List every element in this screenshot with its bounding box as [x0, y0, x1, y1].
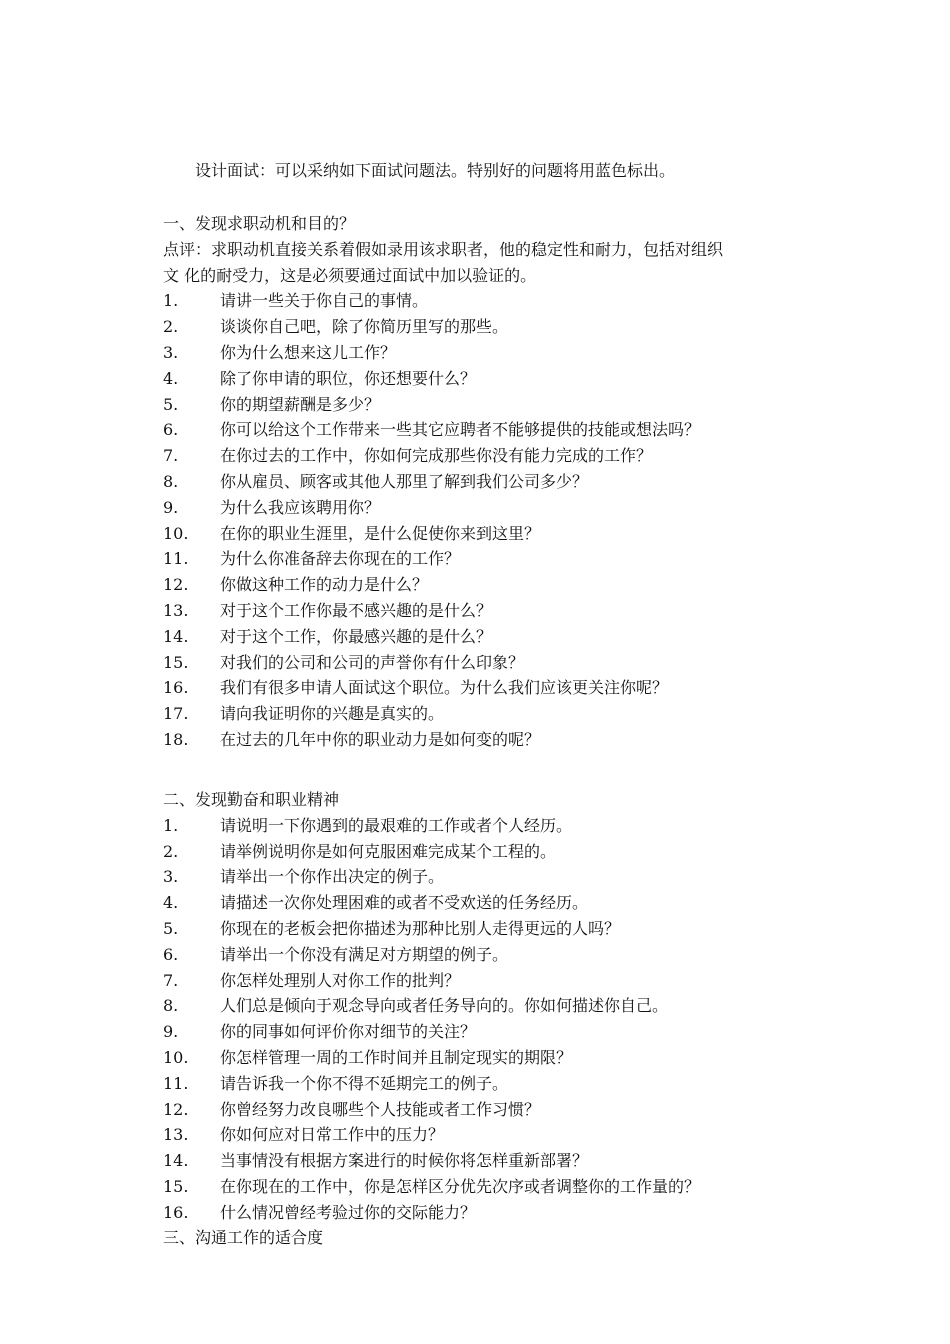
question-item [163, 340, 843, 366]
question-item [163, 890, 843, 916]
section-title: 二、发现勤奋和职业精神 [163, 790, 340, 809]
question-number: 8. [163, 471, 179, 491]
question-number: 18. [163, 729, 189, 749]
question-list [163, 813, 843, 1226]
question-text: 对于这个工作，你最感兴趣的是什么？ [220, 626, 493, 646]
question-text: 请举出一个你作出决定的例子。 [220, 867, 445, 887]
question-item [163, 675, 843, 701]
question-number: 1. [163, 291, 179, 311]
question-number: 9. [163, 1022, 179, 1042]
question-text: 为什么你准备辞去你现在的工作？ [220, 549, 461, 569]
question-item [163, 650, 843, 676]
question-number: 4. [163, 893, 179, 913]
section-motivation [163, 211, 843, 753]
question-text: 请描述一次你处理困难的或者不受欢送的任务经历。 [220, 893, 589, 913]
question-text: 人们总是倾向于观念导向或者任务导向的。你如何描述你自己。 [220, 996, 669, 1016]
question-item [163, 443, 843, 469]
question-number: 5. [163, 918, 179, 938]
question-number: 16. [163, 1202, 189, 1222]
question-number: 13. [163, 600, 189, 620]
question-number: 8. [163, 996, 179, 1016]
question-item [163, 1045, 843, 1071]
question-text: 你从雇员、顾客或其他人那里了解到我们公司多少？ [220, 471, 589, 491]
question-text: 你为什么想来这儿工作？ [220, 342, 397, 362]
question-text: 对我们的公司和公司的声誉你有什么印象？ [220, 652, 525, 672]
question-number: 3. [163, 867, 179, 887]
question-number: 10. [163, 1047, 189, 1067]
question-item [163, 1174, 843, 1200]
question-text: 谈谈你自己吧，除了你简历里写的那些。 [220, 317, 509, 337]
question-item [163, 1148, 843, 1174]
question-text: 你怎样管理一周的工作时间并且制定现实的期限？ [220, 1047, 573, 1067]
question-list [163, 288, 843, 752]
question-item [163, 598, 843, 624]
question-number: 2. [163, 317, 179, 337]
question-number: 12. [163, 575, 189, 595]
question-text: 在过去的几年中你的职业动力是如何变的呢？ [220, 729, 541, 749]
question-text: 你如何应对日常工作中的压力？ [220, 1125, 445, 1145]
question-number: 10. [163, 523, 189, 543]
section-title: 一、发现求职动机和目的？ [163, 214, 356, 233]
question-text: 你的期望薪酬是多少？ [220, 394, 381, 414]
section-comment-line: 文 化的耐受力，这是必须要通过面试中加以验证的。 [163, 265, 537, 285]
question-item [163, 916, 843, 942]
question-item [163, 392, 843, 418]
question-item [163, 839, 843, 865]
question-number: 14. [163, 1151, 189, 1171]
question-number: 3. [163, 342, 179, 362]
question-text: 我们有很多申请人面试这个职位。为什么我们应该更关注你呢？ [220, 678, 669, 698]
question-number: 15. [163, 1176, 189, 1196]
question-item [163, 288, 843, 314]
question-item [163, 1122, 843, 1148]
question-text: 请举出一个你没有满足对方期望的例子。 [220, 944, 509, 964]
question-text: 请向我证明你的兴趣是真实的。 [220, 704, 445, 724]
question-item [163, 572, 843, 598]
question-number: 5. [163, 394, 179, 414]
question-item [163, 546, 843, 572]
question-text: 在你过去的工作中，你如何完成那些你没有能力完成的工作？ [220, 446, 653, 466]
question-item [163, 1097, 843, 1123]
question-text: 为什么我应该聘用你？ [220, 497, 381, 517]
question-number: 4. [163, 368, 179, 388]
question-text: 在你的职业生涯里，是什么促使你来到这里？ [220, 523, 541, 543]
section-title: 三、沟通工作的适合度 [163, 1228, 324, 1247]
question-item [163, 942, 843, 968]
question-number: 11. [163, 1073, 189, 1093]
question-text: 你曾经努力改良哪些个人技能或者工作习惯？ [220, 1099, 541, 1119]
question-text: 你做这种工作的动力是什么？ [220, 575, 429, 595]
section-comment-line: 点评：求职动机直接关系着假如录用该求职者，他的稳定性和耐力，包括对组织 [163, 239, 724, 259]
question-item [163, 813, 843, 839]
question-item [163, 624, 843, 650]
question-text: 除了你申请的职位，你还想要什么？ [220, 368, 477, 388]
question-number: 6. [163, 420, 179, 440]
question-item [163, 469, 843, 495]
question-item [163, 1200, 843, 1226]
question-item [163, 968, 843, 994]
question-text: 请说明一下你遇到的最艰难的工作或者个人经历。 [220, 815, 573, 835]
question-text: 对于这个工作你最不感兴趣的是什么？ [220, 600, 493, 620]
question-item [163, 727, 843, 753]
question-item [163, 417, 843, 443]
question-text: 你怎样处理别人对你工作的批判？ [220, 970, 461, 990]
question-item [163, 701, 843, 727]
question-text: 当事情没有根据方案进行的时候你将怎样重新部署？ [220, 1151, 589, 1171]
question-number: 7. [163, 446, 179, 466]
question-item [163, 1071, 843, 1097]
question-item [163, 366, 843, 392]
question-item [163, 314, 843, 340]
question-item [163, 521, 843, 547]
question-item [163, 993, 843, 1019]
question-text: 你现在的老板会把你描述为那种比别人走得更远的人吗？ [220, 918, 621, 938]
question-item [163, 1019, 843, 1045]
question-number: 1. [163, 815, 179, 835]
question-number: 12. [163, 1099, 189, 1119]
question-number: 16. [163, 678, 189, 698]
question-number: 9. [163, 497, 179, 517]
section-diligence [163, 787, 843, 1226]
question-text: 请举例说明你是如何克服困难完成某个工程的。 [220, 841, 557, 861]
question-number: 15. [163, 652, 189, 672]
intro-text: 设计面试：可以采纳如下面试问题法。特别好的问题将用蓝色标出。 [195, 161, 676, 180]
question-text: 你可以给这个工作带来一些其它应聘者不能够提供的技能或想法吗？ [220, 420, 701, 440]
question-number: 7. [163, 970, 179, 990]
question-number: 6. [163, 944, 179, 964]
question-text: 在你现在的工作中，你是怎样区分优先次序或者调整你的工作量的？ [220, 1176, 701, 1196]
question-number: 13. [163, 1125, 189, 1145]
question-text: 请讲一些关于你自己的事情。 [220, 291, 429, 311]
question-number: 14. [163, 626, 189, 646]
question-number: 2. [163, 841, 179, 861]
section-communication [163, 1225, 843, 1251]
question-text: 你的同事如何评价你对细节的关注？ [220, 1022, 477, 1042]
question-text: 请告诉我一个你不得不延期完工的例子。 [220, 1073, 509, 1093]
question-item [163, 864, 843, 890]
question-number: 17. [163, 704, 189, 724]
question-number: 11. [163, 549, 189, 569]
question-text: 什么情况曾经考验过你的交际能力？ [220, 1202, 477, 1222]
question-item [163, 495, 843, 521]
